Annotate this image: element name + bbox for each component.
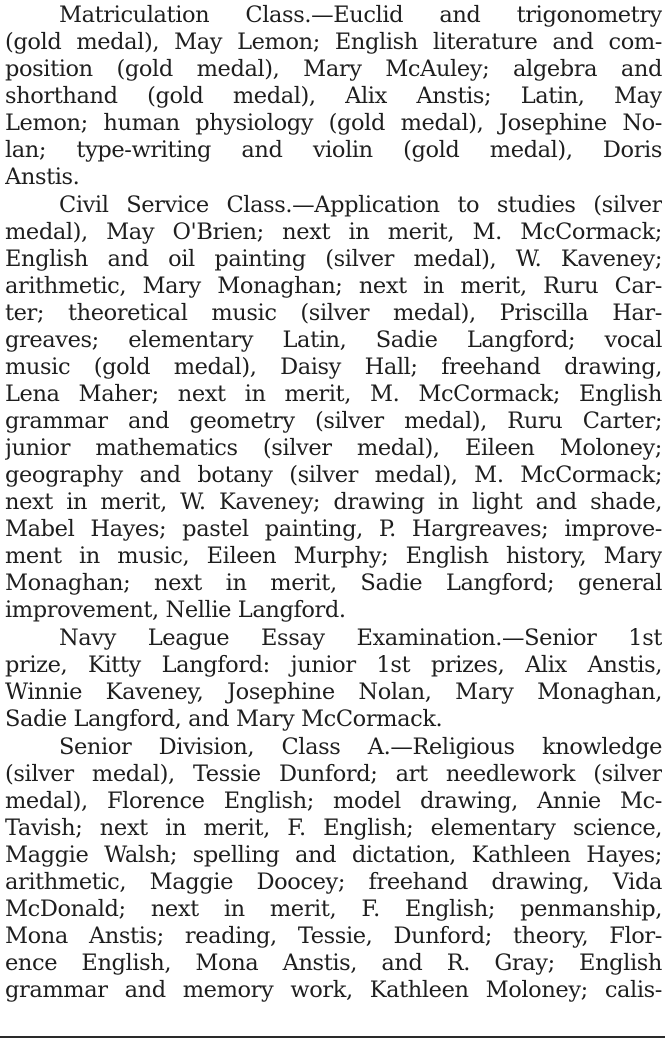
text-line: grammar and memory work, Kathleen Moloney; calis- [5,977,662,1003]
text-line: lan; type-writing and violin (gold medal), Doris [5,137,662,163]
paragraph-matriculation-class [5,2,662,191]
text-line: Monaghan; next in merit, Sadie Langford; general [5,570,662,596]
text-line: Maggie Walsh; spelling and dictation, Kathleen Hayes; [5,842,662,868]
text-line: geography and botany (silver medal), M. McCormack; [5,462,662,488]
text-line: junior mathematics (silver medal), Eileen Moloney; [5,435,662,461]
text-line: Winnie Kaveney, Josephine Nolan, Mary Monaghan, [5,679,662,705]
text-line: grammar and geometry (silver medal), Ruru Carter; [5,408,662,434]
paragraph-civil-service-class [5,192,662,624]
text-line: Lemon; human physiology (gold medal), Josephine No- [5,110,662,136]
column-bottom-rule [0,1036,665,1038]
newspaper-column [5,2,662,1032]
text-line: Senior Division, Class A.—Religious knowledge [59,734,662,760]
text-line: English and oil painting (silver medal), W. Kaveney; [5,246,662,272]
text-line: Civil Service Class.—Application to studies (silver [59,192,662,218]
text-line: position (gold medal), Mary McAuley; algebra and [5,56,662,82]
text-line: McDonald; next in merit, F. English; penmanship, [5,896,662,922]
text-line: shorthand (gold medal), Alix Anstis; Latin, May [5,83,662,109]
text-line: Matriculation Class.—Euclid and trigonometry [59,2,662,28]
paragraph-navy-league-essay [5,625,662,733]
text-line: arithmetic, Maggie Doocey; freehand drawing, Vida [5,869,662,895]
text-line: ter; theoretical music (silver medal), Priscilla Har- [5,300,662,326]
text-line: Sadie Langford, and Mary McCormack. [5,706,443,732]
text-line: (silver medal), Tessie Dunford; art needlework (silver [5,761,662,787]
text-line: prize, Kitty Langford: junior 1st prizes, Alix Anstis, [5,652,662,678]
text-line: Mabel Hayes; pastel painting, P. Hargreaves; improve- [5,516,662,542]
paragraph-senior-division-class-a [5,734,662,1004]
text-line: greaves; elementary Latin, Sadie Langford; vocal [5,327,662,353]
text-line: music (gold medal), Daisy Hall; freehand drawing, [5,354,662,380]
text-line: improvement, Nellie Langford. [5,597,346,623]
text-line: Anstis. [5,164,80,190]
text-line: Navy League Essay Examination.—Senior 1st [59,625,662,651]
text-line: Mona Anstis; reading, Tessie, Dunford; theory, Flor- [5,923,662,949]
text-line: medal), Florence English; model drawing, Annie Mc- [5,788,662,814]
text-line: Tavish; next in merit, F. English; elementary science, [5,815,662,841]
text-line: Lena Maher; next in merit, M. McCormack; English [5,381,662,407]
text-line: arithmetic, Mary Monaghan; next in merit, Ruru Car- [5,273,662,299]
text-line: (gold medal), May Lemon; English literature and com- [5,29,662,55]
text-line: ence English, Mona Anstis, and R. Gray; English [5,950,662,976]
text-line: ment in music, Eileen Murphy; English history, Mary [5,543,662,569]
text-line: medal), May O'Brien; next in merit, M. McCormack; [5,219,662,245]
text-line: next in merit, W. Kaveney; drawing in light and shade, [5,489,662,515]
